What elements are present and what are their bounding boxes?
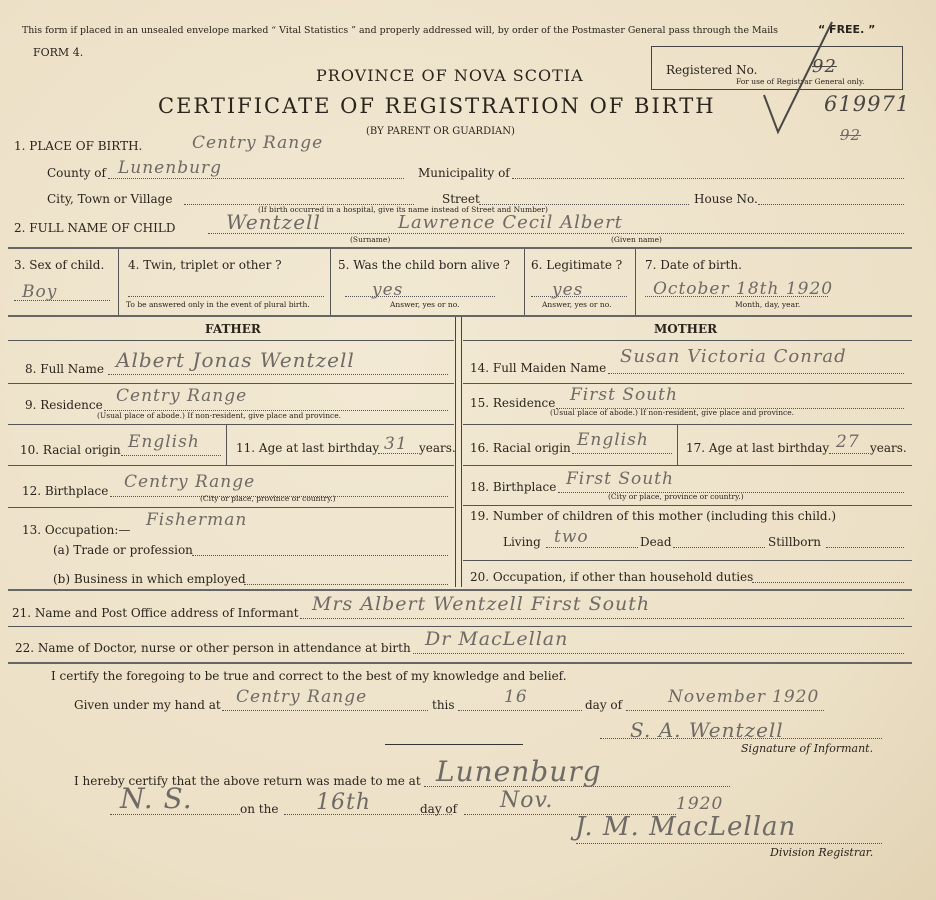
registrar-caption: Division Registrar. [770, 846, 874, 859]
registrar-initials: N. S. [120, 782, 193, 815]
mother-heading: MOTHER [654, 322, 718, 336]
alive-value: yes [372, 280, 404, 300]
mother-birthplace-note: (City or place, province or country.) [608, 492, 744, 501]
informant-label: 21. Name and Post Office address of Informant [12, 606, 299, 620]
mother-residence-value: First South [570, 385, 678, 405]
registrar-signature: J. M. MacLellan [575, 812, 797, 842]
mother-name-value: Susan Victoria Conrad [620, 346, 847, 367]
father-age-label: 11. Age at last birthday [236, 441, 380, 455]
day-of-label: day of [585, 698, 623, 712]
surname-note: (Surname) [350, 235, 391, 244]
alive-label: 5. Was the child born alive ? [338, 258, 510, 272]
day-value: 16 [504, 687, 528, 707]
page-subtitle: (BY PARENT OR GUARDIAN) [366, 126, 515, 137]
registrar-place-value: Lunenburg [436, 755, 602, 788]
legit-label: 6. Legitimate ? [531, 258, 623, 272]
registered-value: 92 [812, 56, 837, 77]
mother-age-label: 17. Age at last birthday [686, 441, 830, 455]
free-mark: “ FREE. ” [818, 23, 876, 36]
stillborn-label: Stillborn [768, 535, 821, 549]
children-label: 19. Number of children of this mother (including this child.) [470, 509, 837, 523]
father-name-value: Albert Jonas Wentzell [116, 348, 355, 372]
dead-label: Dead [640, 535, 672, 549]
living-value: two [554, 527, 589, 547]
father-age-years: years. [419, 441, 456, 455]
trade-label: (a) Trade or profession [53, 543, 193, 557]
mother-residence-label: 15. Residence [470, 396, 556, 410]
mother-birthplace-value: First South [566, 469, 674, 489]
city-label: City, Town or Village [47, 192, 173, 206]
mother-racial-label: 16. Racial origin [470, 441, 571, 455]
given-note: (Given name) [611, 235, 662, 244]
mother-name-label: 14. Full Maiden Name [470, 361, 607, 375]
county-label: County of [47, 166, 106, 180]
this-label: this [432, 698, 455, 712]
given-place-value: Centry Range [236, 687, 368, 707]
municipality-label: Municipality of [418, 166, 510, 180]
margin-struck-number: 92 [840, 126, 862, 144]
father-age-value: 31 [384, 434, 408, 454]
mailing-notice: This form if placed in an unsealed envelope marked “ Vital Statistics ” and properly addressed will, by order of the Postmaster General pass through the Mails [22, 25, 778, 36]
father-birthplace-value: Centry Range [124, 472, 256, 492]
full-name-label: 2. FULL NAME OF CHILD [14, 221, 176, 235]
month-value: November [668, 687, 766, 707]
registrar-month-value: Nov. [500, 788, 554, 813]
place-of-birth-value: Centry Range [192, 133, 324, 153]
house-label: House No. [694, 192, 758, 206]
certify-statement: I certify the foregoing to be true and correct to the best of my knowledge and belief. [51, 669, 567, 683]
informant-value: Mrs Albert Wentzell First South [312, 593, 651, 615]
doctor-value: Dr MacLellan [425, 628, 569, 650]
father-residence-note: (Usual place of abode.) If non-resident, give place and province. [97, 411, 342, 420]
form-number: FORM 4. [33, 46, 84, 59]
page-title: CERTIFICATE OF REGISTRATION OF BIRTH [158, 94, 716, 118]
doctor-label: 22. Name of Doctor, nurse or other person in attendance at birth [15, 641, 411, 655]
registered-label: Registered No. [666, 63, 758, 77]
legit-value: yes [552, 280, 584, 300]
legit-note: Answer, yes or no. [542, 300, 612, 309]
margin-number: 619971 [824, 92, 911, 116]
father-birthplace-note: (City or place, province or country.) [200, 494, 336, 503]
mother-age-years: years. [870, 441, 907, 455]
mother-age-value: 27 [836, 432, 860, 452]
registrar-year-value: 1920 [676, 794, 724, 814]
sex-label: 3. Sex of child. [14, 258, 105, 272]
registrar-statement: I hereby certify that the above return was made to me at [74, 774, 421, 788]
place-of-birth-label: 1. PLACE OF BIRTH. [14, 139, 143, 153]
father-racial-label: 10. Racial origin [20, 443, 121, 457]
father-residence-label: 9. Residence [25, 398, 103, 412]
street-label: Street [442, 192, 480, 206]
father-occupation-value: Fisherman [146, 510, 248, 530]
street-note: (If birth occurred in a hospital, give its name instead of Street and Number) [258, 205, 548, 214]
registrar-note: For use of Registrar General only. [736, 77, 865, 86]
registrar-day-of-label: day of [420, 802, 458, 816]
mother-residence-note: (Usual place of abode.) If non-resident, give place and province. [550, 408, 795, 417]
father-occupation-label: 13. Occupation:— [22, 523, 131, 537]
living-label: Living [503, 535, 541, 549]
informant-signature-caption: Signature of Informant. [741, 742, 874, 755]
informant-signature: S. A. Wentzell [630, 718, 784, 742]
given-under-label: Given under my hand at [74, 698, 221, 712]
province-heading: PROVINCE OF NOVA SCOTIA [316, 66, 584, 85]
dob-value: October 18th 1920 [653, 279, 834, 299]
on-the-label: on the [240, 802, 279, 816]
father-racial-value: English [128, 432, 200, 452]
father-name-label: 8. Full Name [25, 362, 104, 376]
dob-note: Month, day, year. [735, 300, 801, 309]
pen-check-mark [760, 20, 840, 135]
given-name-value: Lawrence Cecil Albert [398, 212, 623, 233]
mother-birthplace-label: 18. Birthplace [470, 480, 557, 494]
father-birthplace-label: 12. Birthplace [22, 484, 109, 498]
twin-label: 4. Twin, triplet or other ? [128, 258, 282, 272]
business-label: (b) Business in which employed [53, 572, 246, 586]
alive-note: Answer, yes or no. [390, 300, 460, 309]
county-value: Lunenburg [118, 158, 223, 178]
father-residence-value: Centry Range [116, 386, 248, 406]
surname-value: Wentzell [226, 210, 321, 234]
dob-label: 7. Date of birth. [645, 258, 742, 272]
registrar-day-value: 16th [316, 790, 372, 815]
year-value: 1920 [772, 687, 820, 707]
twin-note: To be answered only in the event of plural birth. [126, 300, 310, 309]
father-heading: FATHER [205, 322, 261, 336]
mother-racial-value: English [577, 430, 649, 450]
mother-occupation-label: 20. Occupation, if other than household duties [470, 570, 754, 584]
sex-value: Boy [22, 282, 58, 302]
